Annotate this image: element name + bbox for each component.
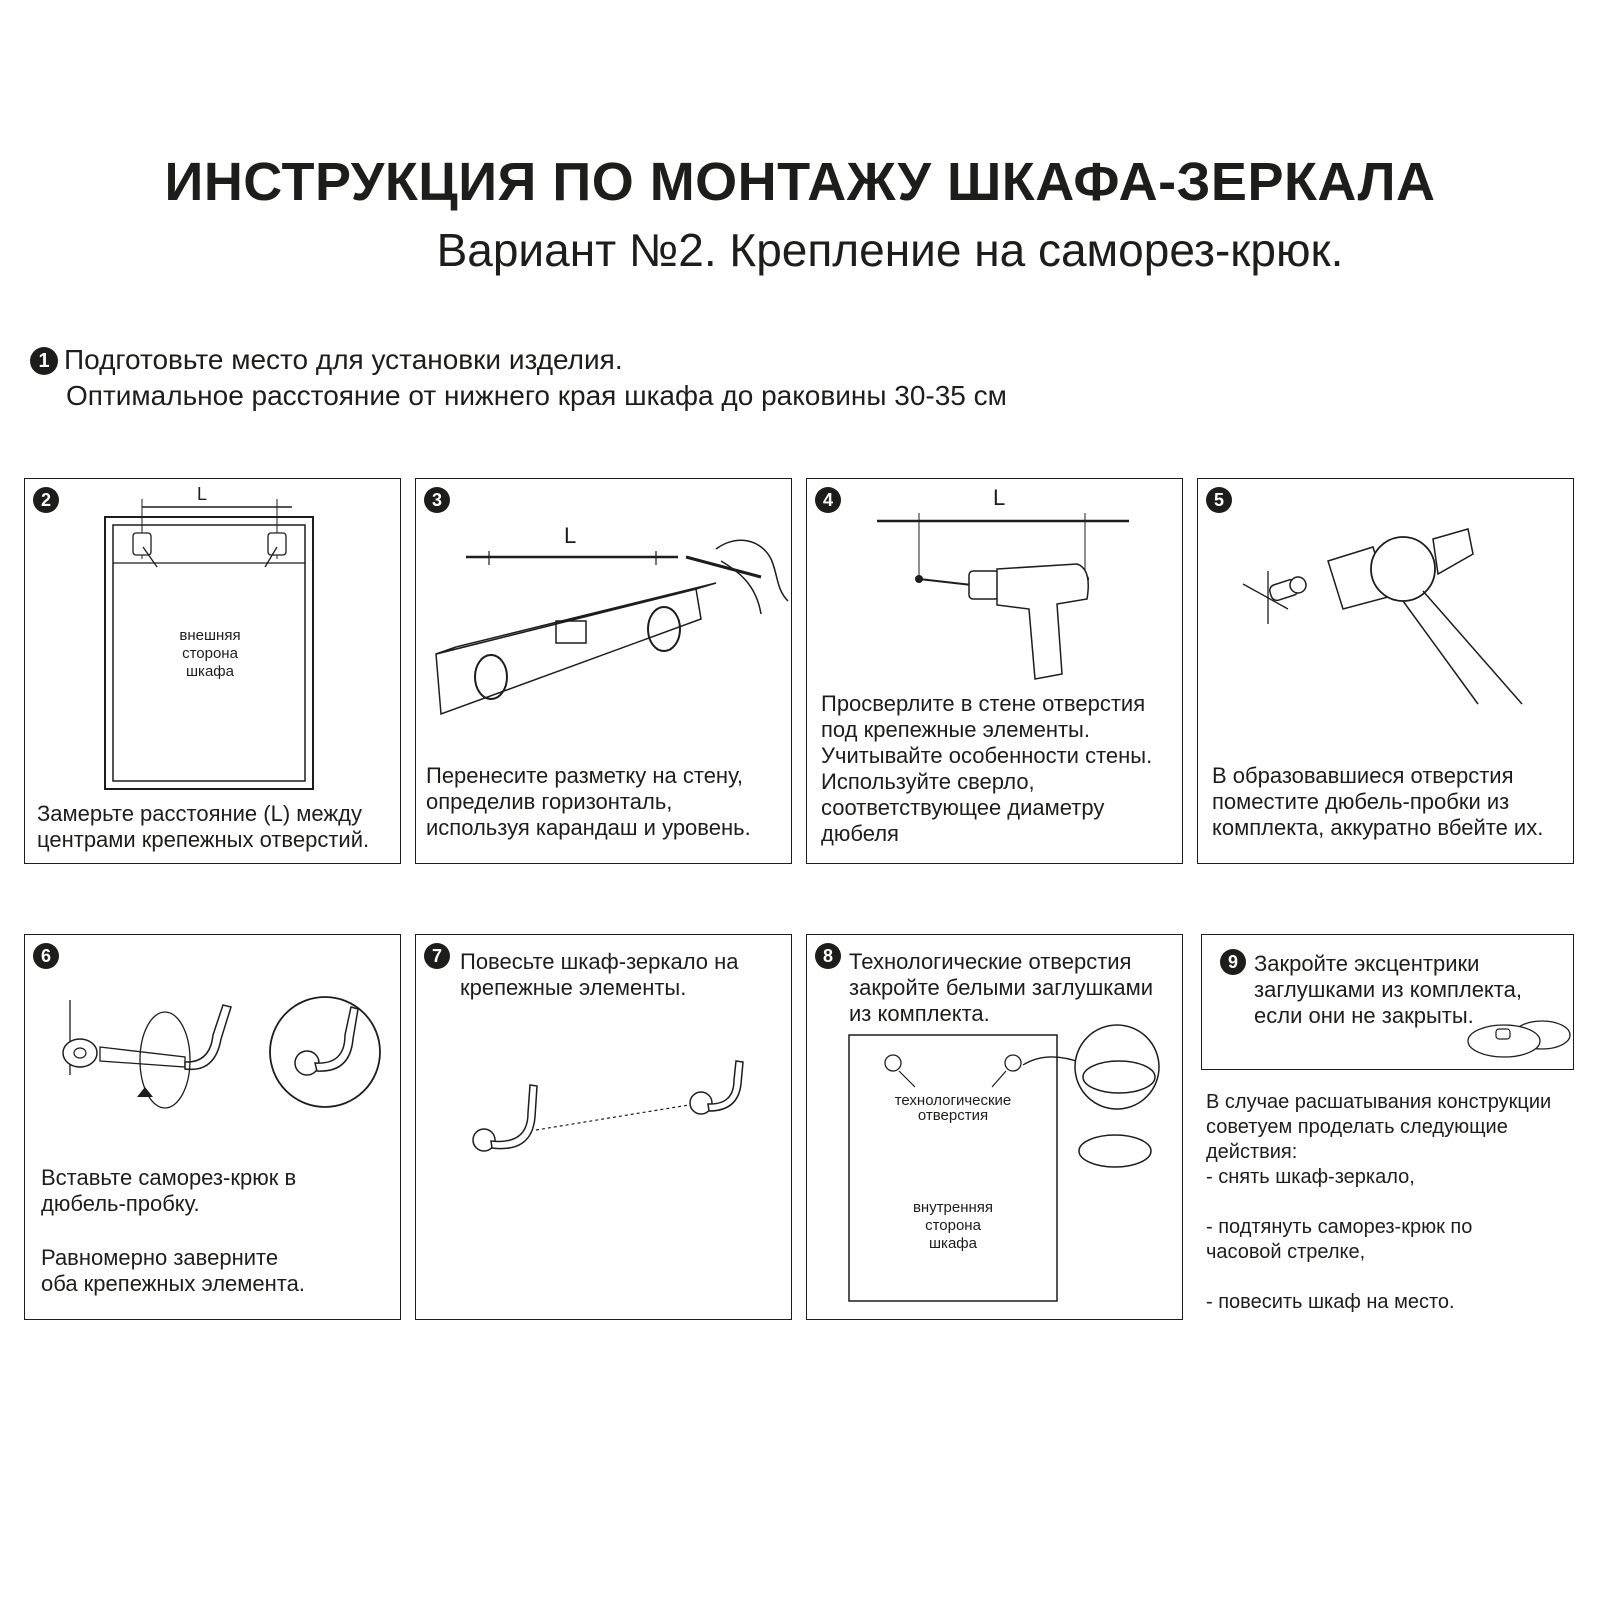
step-2-panel [24,478,401,864]
step-6-text: Вставьте саморез-крюк в дюбель-пробку. [41,1165,297,1216]
step-6-panel [24,934,401,1320]
step-number-badge: 9 [1220,949,1246,975]
step-number-badge: 1 [30,347,58,375]
step-7-panel [415,934,792,1320]
step-number-badge: 4 [815,487,841,513]
step-4-text: Просверлите в стене отверстия под крепежные элементы. Учитывайте особенности стены. Используйте сверло, соответствующее диаметру дюбеля [821,691,1153,846]
step-number-badge: 3 [424,487,450,513]
label-L: L [564,523,577,548]
step-1-line-1: Подготовьте место для установки изделия. [64,344,623,375]
step-1 [30,342,1007,414]
step-3-panel [415,478,792,864]
outer-side-label: внешняя сторона шкафа [179,627,241,680]
step-number-badge: 5 [1206,487,1232,513]
inner-side-label: внутренняя сторона шкафа [912,1199,994,1252]
step-number-badge: 7 [424,943,450,969]
step-6-text-2: Равномерно заверните оба крепежных элемента. [41,1245,305,1296]
step-number-badge: 6 [33,943,59,969]
label-L: L [197,484,208,504]
step-8-panel [806,934,1183,1320]
step-4-panel [806,478,1183,864]
page-title: ИНСТРУКЦИЯ ПО МОНТАЖУ ШКАФА-ЗЕРКАЛА [164,152,1436,212]
step-number-badge: 8 [815,943,841,969]
tech-holes-label: технологические отверстия [894,1092,1012,1124]
step-1-line-2: Оптимальное расстояние от нижнего края шкафа до раковины 30-35 см [66,380,1007,411]
step-9-text: Закройте эксцентрики заглушками из комплекта, если они не закрыты. [1254,951,1522,1028]
step-8-text: Технологические отверстия закройте белыми заглушками из комплекта. [849,949,1154,1026]
step-5-text: В образовавшиеся отверстия поместите дюбель-пробки из комплекта, аккуратно вбейте их. [1212,763,1544,840]
label-L: L [993,485,1006,510]
step-5-panel [1197,478,1574,864]
page-subtitle: Вариант №2. Крепление на саморез-крюк. [436,224,1344,276]
step-number-badge: 2 [33,487,59,513]
loosening-note: В случае расшатывания конструкции советуем проделать следующие действия: - снять шкаф-зеркало, - подтянуть саморез-крюк по часовой стрелке, - повесить шкаф на место. [1206,1091,1552,1313]
step-3-text: Перенесите разметку на стену, определив горизонталь, используя карандаш и уровень. [426,763,751,840]
step-9-panel [1201,934,1574,1070]
step-7-text: Повесьте шкаф-зеркало на крепежные элементы. [460,949,739,1000]
step-2-text: Замерьте расстояние (L) между центрами крепежных отверстий. [37,801,370,852]
